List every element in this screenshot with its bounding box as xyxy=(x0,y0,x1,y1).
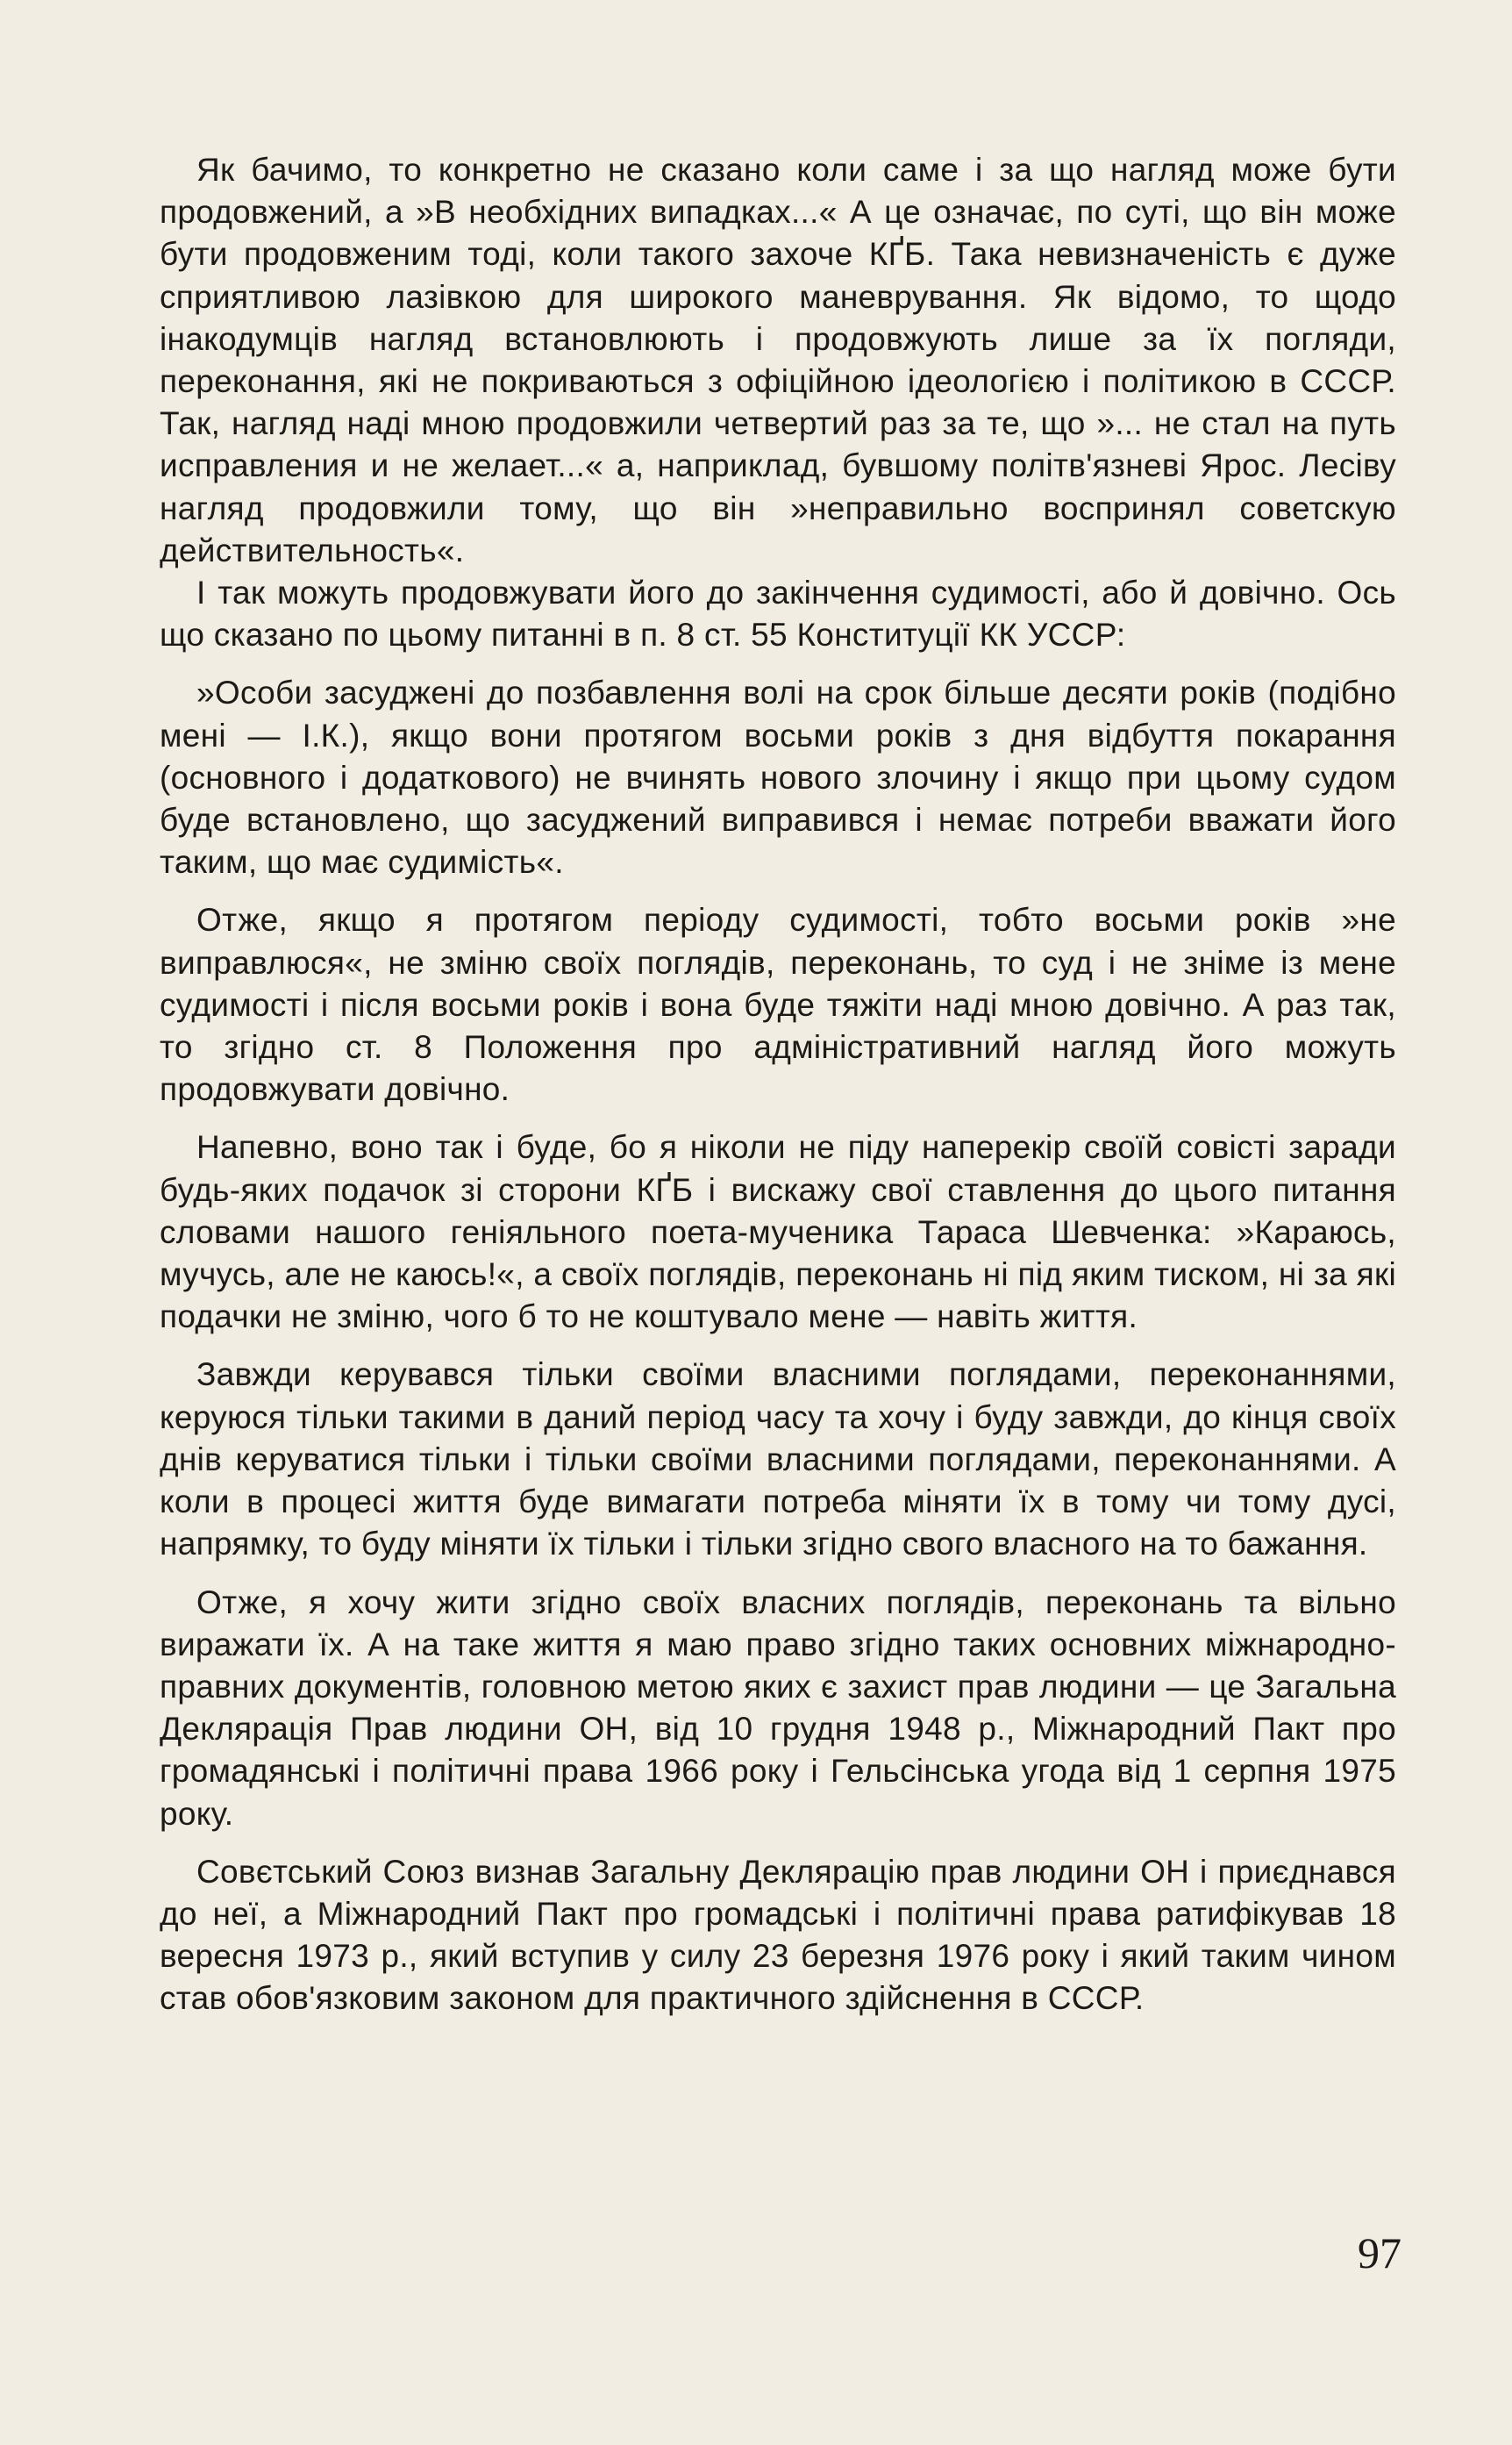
paragraph-conviction-period: Отже, якщо я протягом періоду судимості, тобто восьми років »не виправлюся«, не зміню своїх поглядів, переконань, то суд і не зніме із мене судимості і після восьми років і вона буде тяжіти наді мною довічно. А раз так, то згідно ст. 8 Положення про адміністративний нагляд його можуть продовжувати довічно. xyxy=(160,902,1396,1108)
page-number: 97 xyxy=(1358,2228,1401,2277)
paragraph-conscience: Напевно, воно так і буде, бо я ніколи не піду наперекір своїй совісті заради будь-яких подачок зі сторони КҐБ і вискажу свої ставлення до цього питання словами нашого геніяльного поета-мученика Тараса Шевченка: »Караюсь, мучусь, але не каюсь!«, а своїх поглядів, переконань ні під яким тиском, ні за які подачки не зміню, чого б то не коштувало мене — навіть життя. xyxy=(160,1129,1396,1335)
paragraph-human-rights: Отже, я хочу жити згідно своїх власних поглядів, переконань та вільно виражати їх. А на таке життя я маю право згідно таких основних міжнародно-правних документів, головною метою яких є захист прав людини — це Загальна Деклярація Прав людини ОН, від 10 грудня 1948 р., Міжнародний Пакт про громадянські і політичні права 1966 року і Гельсінська угода від 1 серпня 1975 року. xyxy=(160,1584,1396,1832)
paragraph-own-views: Завжди керувався тільки своїми власними поглядами, переконаннями, керуюся тільки такими в даний період часу та хочу і буду завжди, до кінця своїх днів керуватися тільки і тільки своїми власними поглядами, переконаннями. А коли в процесі життя буде вимагати потреба міняти їх в тому чи тому дусі, напрямку, то буду міняти їх тільки і тільки згідно свого власного на то бажання. xyxy=(160,1356,1396,1562)
paragraph-supervision-extension: Як бачимо, то конкретно не сказано коли саме і за що нагляд може бути продовжений, а »В необхідних випадках...« А це означає, по суті, що він може бути продовженим тоді, коли такого захоче КҐБ. Така невизначеність є дуже сприятливою лазівкою для широкого маневрування. Як відомо, то щодо інакодумців нагляд встановлюють і продовжують лише за їх погляди, переконання, які не покриваються з офіційною ідеологією і політикою в СССР. Так, нагляд наді мною продовжили четвертий раз за те, що »... не стал на путь исправления и не желает...« а, наприклад, бувшому політв'язневі Ярос. Лесіву нагляд продовжили тому, що він »неправильно воспринял советскую действительность«. xyxy=(160,152,1396,568)
paragraph-lifelong-supervision: І так можуть продовжувати його до закінчення судимості, або й довічно. Ось що сказано по цьому питанні в п. 8 ст. 55 Конституції КК УССР: xyxy=(160,575,1396,654)
paragraph-soviet-union: Совєтський Союз визнав Загальну Деклярацію прав людини ОН і приєднався до неї, а Міжнародний Пакт про громадські і політичні права ратифікував 18 вересня 1973 р., який вступив у силу 23 березня 1976 року і який таким чином став обов'язковим законом для практичного здійснення в СССР. xyxy=(160,1853,1396,2017)
body-text xyxy=(160,149,1396,2020)
paragraph-constitution-quote: »Особи засуджені до позбавлення волі на срок більше десяти років (подібно мені — І.К.), якщо вони протягом восьми років з дня відбуття покарання (основного і додаткового) не вчинять нового злочину і якщо при цьому судом буде встановлено, що засуджений виправився і немає потреби вважати його таким, що має судимість«. xyxy=(160,675,1396,881)
